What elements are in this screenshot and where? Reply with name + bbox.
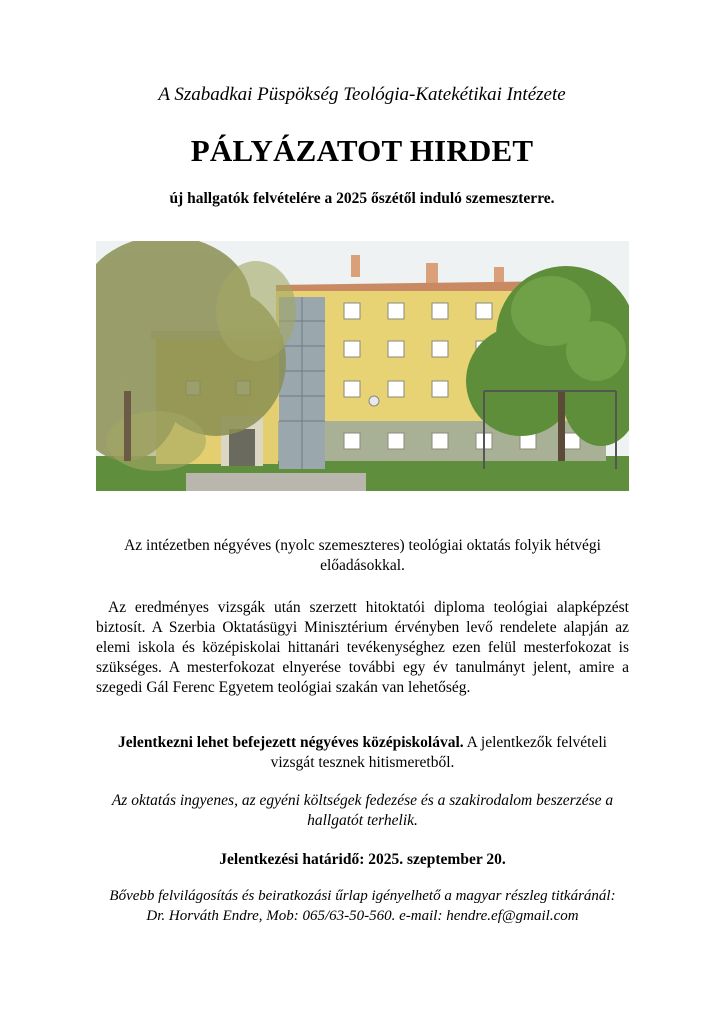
contact-line-2: Dr. Horváth Endre, Mob: 065/63-50-560. e-mail: hendre.ef@gmail.com xyxy=(146,908,579,924)
paragraph-diploma: Az eredményes vizsgák után szerzett hitoktatói diploma teológiai alapképzést biztosít. A Szerbia Oktatásügyi Minisztérium érvényben levő rendelete alapján az elemi iskola és középiskolai hittanári tevékenységhez ezen felül mesterfokozat is szükséges. A mesterfokozat elnyerése további egy év tanulmányt jelent, amire a szegedi Gál Ferenc Egyetem teológiai szakán van lehetőség. xyxy=(96,599,629,696)
headline: PÁLYÁZATOT HIRDET xyxy=(190,133,534,168)
paragraph-program: Az intézetben négyéves (nyolc szemeszteres) teológiai oktatás folyik hétvégi előadásokkal. xyxy=(124,537,601,574)
institute-name: A Szabadkai Püspökség Teológia-Katekétikai Intézete xyxy=(158,84,566,105)
contact-info xyxy=(96,886,629,926)
deadline: Jelentkezési határidő: 2025. szeptember 20. xyxy=(219,851,506,868)
contact-line-1: Bővebb felvilágosítás és beiratkozási űrlap igényelhető a magyar részleg titkáránál: xyxy=(109,888,616,904)
subheadline: új hallgatók felvételére a 2025 őszétől induló szemeszterre. xyxy=(169,190,555,207)
paragraph-application xyxy=(96,733,629,773)
building-photo xyxy=(96,241,629,491)
application-exam: A jelentkezők felvételi vizsgát tesznek hitismeretből. xyxy=(270,734,607,771)
paragraph-costs: Az oktatás ingyenes, az egyéni költségek fedezése és a szakirodalom beszerzése a hallgatót terhelik. xyxy=(111,792,614,829)
application-requirement: Jelentkezni lehet befejezett négyéves középiskolával. xyxy=(118,734,464,751)
